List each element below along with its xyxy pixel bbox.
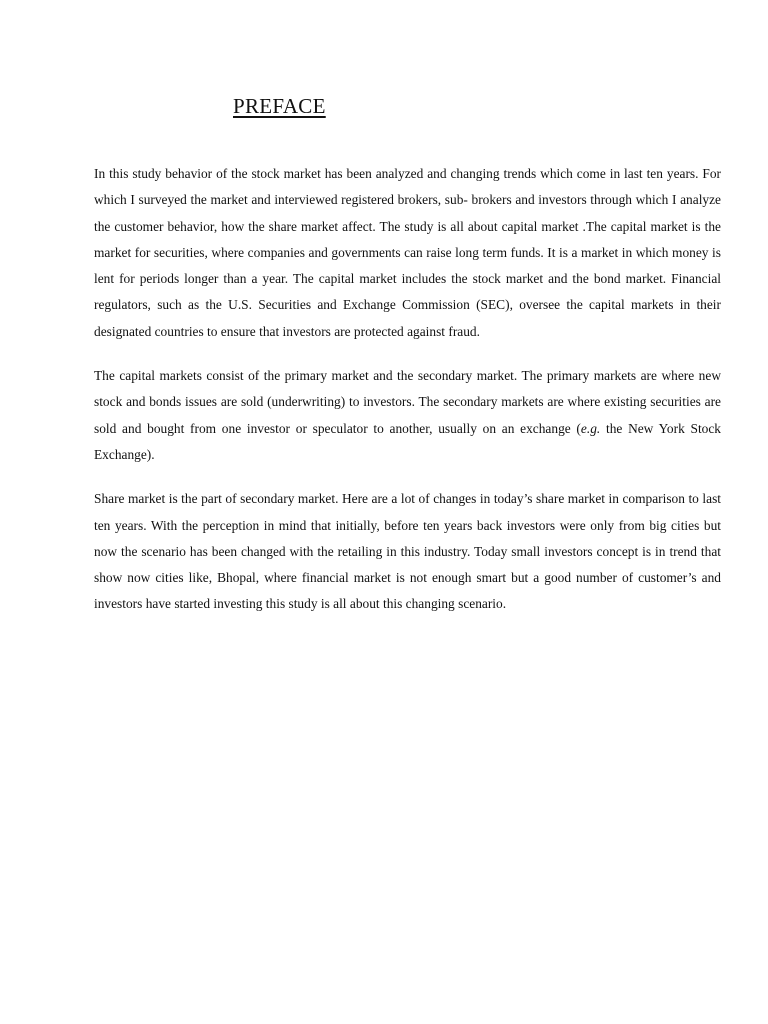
paragraph-2-text-end: the New York Stock Exchange).	[94, 420, 722, 462]
paragraph-2-text-start: The capital markets consist of the primary market and the secondary market. The primary markets are where new stock and bonds issues are sold (underwriting) to investors. The secondary markets are where existing securities are sold and bought from one investor or speculator to another, usually on an exchange (	[94, 368, 721, 436]
paragraph-2-italic-abbrev: e.g.	[580, 420, 601, 436]
document-body	[94, 161, 721, 636]
paragraph-1: In this study behavior of the stock market has been analyzed and changing trends which come in last ten years. For which I surveyed the market and interviewed registered brokers, sub- brokers and investors through which I analyze the customer behavior, how the share market affect. The study is all about capital market .The capital market is the market for securities, where companies and governments can raise long term funds. It is a market in which money is lent for periods longer than a year. The capital market includes the stock market and the bond market. Financial regulators, such as the U.S. Securities and Exchange Commission (SEC), oversee the capital markets in their designated countries to ensure that investors are protected against fraud.	[94, 166, 721, 339]
paragraph-2	[94, 363, 721, 468]
page-title: PREFACE	[233, 94, 326, 118]
paragraph-3: Share market is the part of secondary market. Here are a lot of changes in today’s share market in comparison to last ten years. With the perception in mind that initially, before ten years back investors were only from big cities but now the scenario has been changed with the retailing in this industry. Today small investors concept is in trend that show now cities like, Bhopal, where financial market is not enough smart but a good number of customer’s and investors have started investing this study is all about this changing scenario.	[94, 491, 721, 612]
